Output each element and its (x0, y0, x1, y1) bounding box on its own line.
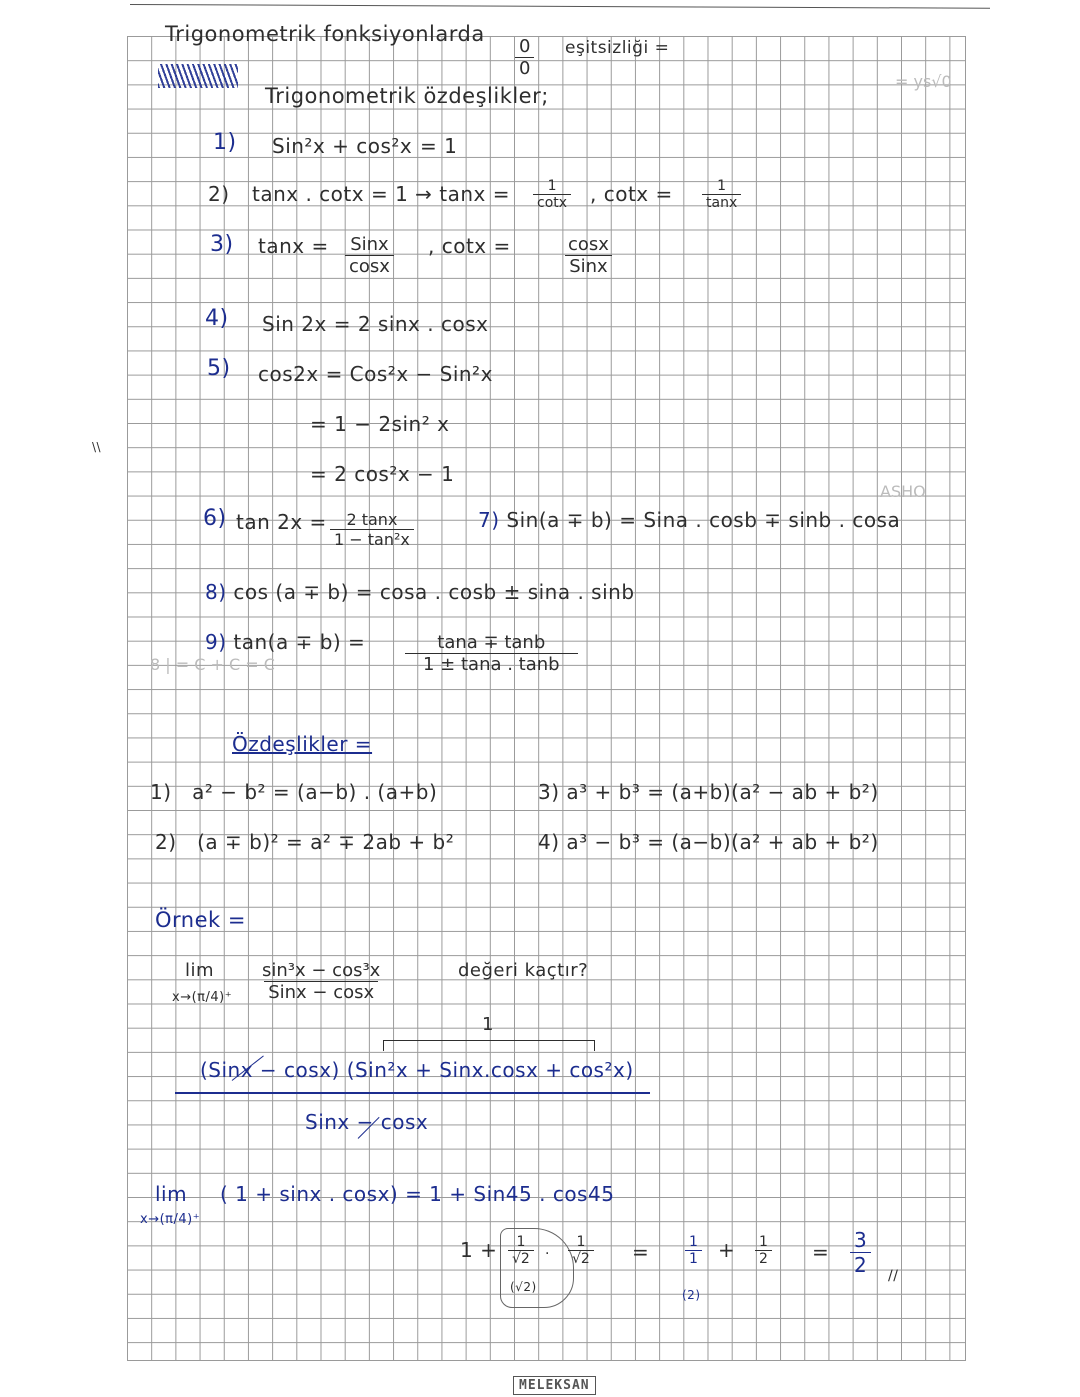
example-heading: Örnek = (155, 908, 246, 932)
step3-frac2: $\frac{1}{√2}$ (568, 1234, 594, 1267)
identity-2-mid: , cotx = (590, 182, 673, 206)
algebra-identity-3: 3) a³ + b³ = (a+b)(a² − ab + b²) (538, 780, 879, 804)
margin-mark: \\ (92, 440, 102, 454)
algebra-heading: Özdeşlikler = (232, 732, 373, 756)
example-fraction: sin³x − cos³x Sinx − cosx (262, 960, 381, 1003)
identity-1-number: 1) (213, 130, 237, 155)
title-fraction: $\frac{0}{0}$ (515, 36, 534, 79)
algebra-identity-1: 1) a² − b² = (a−b) . (a+b) (150, 780, 438, 804)
identity-8-expr: 8) cos (a ∓ b) = cosa . cosb ± sina . sinb (205, 580, 635, 604)
identity-6-frac: $\frac{2 \tan x}{\text{1 − tan²x}}$ (330, 510, 414, 549)
brace (383, 1040, 595, 1051)
step1-numerator: (Sinx − cosx) (Sin²x + Sinx.cosx + cos²x) (200, 1058, 634, 1082)
identity-2-number: 2) (208, 182, 230, 206)
faint-erased-text: ASHO (880, 482, 926, 501)
step3-dot: . (545, 1242, 550, 1258)
title-suffix: eşitsizliği = (565, 38, 670, 58)
identity-5-line2: = 1 − 2sin² x (310, 412, 450, 436)
step3-one-plus: 1 + (460, 1238, 498, 1262)
identity-3-lhs: tanx = (258, 234, 329, 258)
step3-frac3: $\frac{1}{1}$ (685, 1234, 702, 1267)
identity-7-number: 7) (478, 508, 500, 532)
identity-9-lhs: 9) tan(a ∓ b) = (205, 630, 366, 654)
identity-7-expr: 7) Sin(a ∓ b) = Sina . cosb ∓ sinb . cosa (478, 508, 901, 532)
page-edge (130, 4, 990, 9)
algebra-identity-2: 2) (a ∓ b)² = a² ∓ 2ab + b² (155, 830, 455, 854)
identity-1-lhs: Sin²x + cos²x (272, 134, 413, 158)
identity-2-frac1: $\frac{1}{\cot x}$ (533, 178, 571, 211)
example-lim-sub: x→(π/4)⁺ (172, 990, 233, 1005)
section-heading: Trigonometrik özdeşlikler; (265, 84, 549, 108)
page-title: Trigonometrik fonksiyonlarda (165, 22, 485, 46)
step2-expression: ( 1 + sinx . cosx) = 1 + Sin45 . cos45 (220, 1182, 615, 1206)
step2-lim: lim (155, 1182, 188, 1206)
scribble-mark (158, 64, 238, 88)
step2-lim-sub: x→(π/4)⁺ (140, 1212, 201, 1227)
identity-3-mid: , cotx = (428, 234, 511, 258)
step3-note2: (2) (682, 1288, 701, 1302)
identity-5-line3: = 2 cos²x − 1 (310, 462, 455, 486)
step3-equals: = (632, 1240, 650, 1264)
identity-8-number: 8) (205, 580, 227, 604)
identity-5-number: 5) (207, 356, 231, 381)
step3-plus: + (718, 1238, 736, 1262)
identity-4-number: 4) (205, 306, 229, 331)
faint-erased-text: 8 | = C + C = C (150, 655, 275, 674)
identity-9-frac: $\frac{\tan a \mp \tan b}{1 \pm \tan a . \tan b}$ (405, 632, 578, 675)
step1-fraction-bar (175, 1092, 650, 1094)
identity-1-rhs: = 1 (420, 134, 458, 158)
step3-frac1: $\frac{1}{√2}$ (508, 1234, 534, 1267)
identity-3-frac2: cosx Sinx (564, 234, 613, 277)
example-lim: lim (185, 960, 215, 981)
grid-paper (127, 36, 966, 1361)
example-question: değeri kaçtır? (458, 960, 589, 981)
identity-2-frac2: $\frac{1}{\tan x}$ (702, 178, 741, 211)
faint-erased-text: = ys√0 (895, 72, 952, 91)
brand-logo: MELEKSAN (513, 1376, 596, 1395)
step3-note: (√2) (510, 1280, 537, 1294)
identity-2-lhs: tanx . cotx = 1 → tanx = (252, 182, 510, 206)
step3-frac4: $\frac{1}{2}$ (755, 1234, 772, 1267)
step1-denominator: Sinx − cosx (305, 1110, 429, 1134)
final-answer: $\frac{3}{2}$ (850, 1228, 871, 1277)
identity-3-number: 3) (210, 232, 234, 257)
identity-5-line1: cos2x = Cos²x − Sin²x (258, 362, 493, 386)
identity-4-expr: Sin 2x = 2 sinx . cosx (262, 312, 489, 336)
end-mark: // (888, 1268, 899, 1284)
algebra-identity-4: 4) a³ − b³ = (a−b)(a² + ab + b²) (538, 830, 879, 854)
identity-6-lhs: tan 2x = (236, 510, 327, 534)
step3-equals2: = (812, 1240, 830, 1264)
identity-6-number: 6) (203, 506, 227, 531)
brace-label: 1 (482, 1014, 494, 1035)
identity-9-number: 9) (205, 630, 227, 654)
identity-3-frac1: Sinx cosx (345, 234, 394, 277)
